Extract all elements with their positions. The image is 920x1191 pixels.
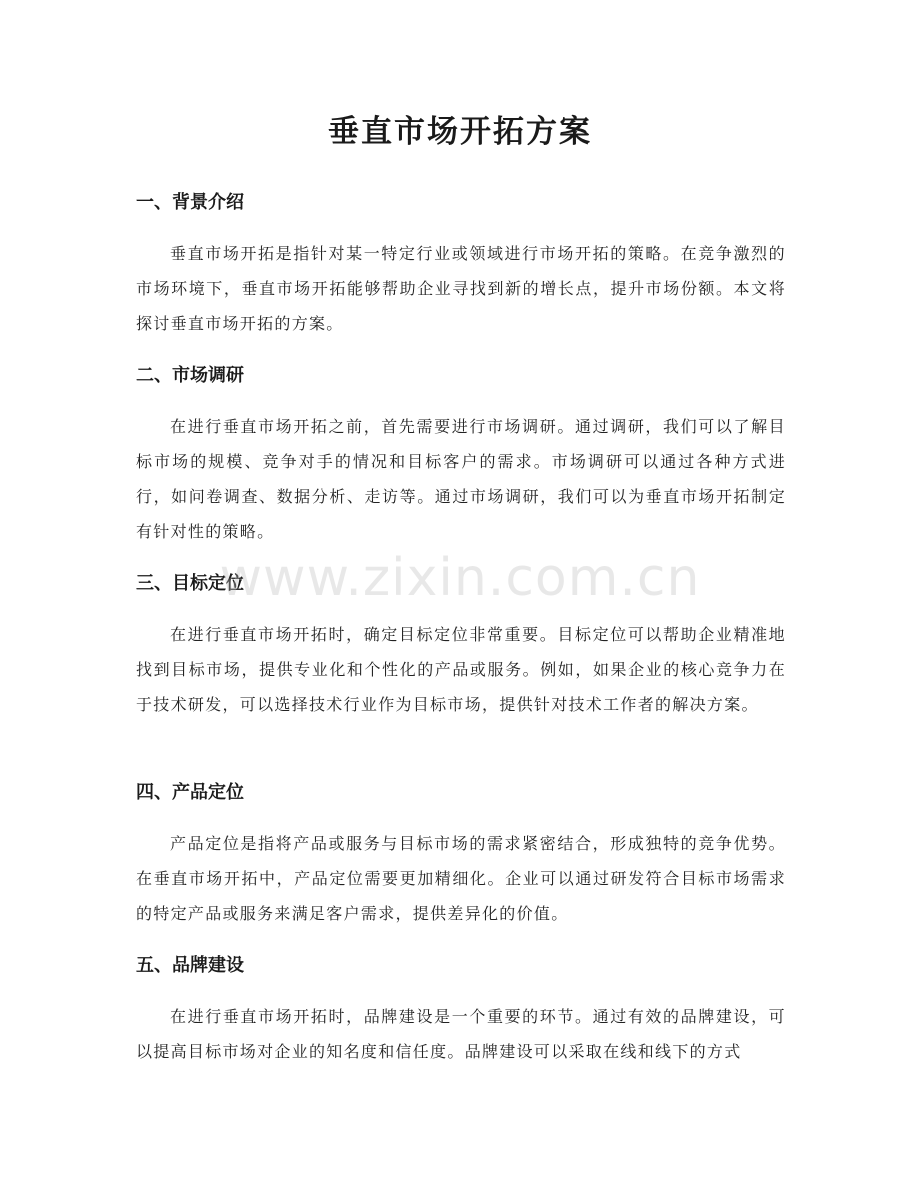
section-market-research — [136, 362, 786, 549]
section-body: 在进行垂直市场开拓之前，首先需要进行市场调研。通过调研，我们可以了解目标市场的规模、竞争对手的情况和目标客户的需求。市场调研可以通过各种方式进行，如问卷调查、数据分析、走访等。通过市场调研，我们可以为垂直市场开拓制定有针对性的策略。 — [136, 417, 786, 541]
section-heading: 一、背景介绍 — [136, 192, 244, 213]
section-heading: 四、产品定位 — [136, 782, 244, 803]
section-target-positioning — [136, 570, 786, 722]
section-body: 垂直市场开拓是指针对某一特定行业或领域进行市场开拓的策略。在竞争激烈的市场环境下，垂直市场开拓能够帮助企业寻找到新的增长点，提升市场份额。本文将探讨垂直市场开拓的方案。 — [136, 244, 786, 333]
section-body: 产品定位是指将产品或服务与目标市场的需求紧密结合，形成独特的竞争优势。在垂直市场开拓中，产品定位需要更加精细化。企业可以通过研发符合目标市场需求的特定产品或服务来满足客户需求，提供差异化的价值。 — [136, 834, 786, 923]
section-brand-building — [136, 952, 786, 1069]
section-body: 在进行垂直市场开拓时，品牌建设是一个重要的环节。通过有效的品牌建设，可以提高目标市场对企业的知名度和信任度。品牌建设可以采取在线和线下的方式 — [136, 1007, 786, 1061]
section-heading: 五、品牌建设 — [136, 955, 244, 976]
section-heading: 三、目标定位 — [136, 573, 244, 594]
page-title: 垂直市场开拓方案 — [328, 114, 592, 150]
section-background — [136, 189, 786, 341]
section-heading: 二、市场调研 — [136, 365, 244, 386]
section-body: 在进行垂直市场开拓时，确定目标定位非常重要。目标定位可以帮助企业精准地找到目标市场，提供专业化和个性化的产品或服务。例如，如果企业的核心竞争力在于技术研发，可以选择技术行业作为目标市场，提供针对技术工作者的解决方案。 — [136, 625, 786, 714]
watermark: www.zixin.com.cn — [219, 548, 701, 608]
section-product-positioning — [136, 779, 786, 931]
